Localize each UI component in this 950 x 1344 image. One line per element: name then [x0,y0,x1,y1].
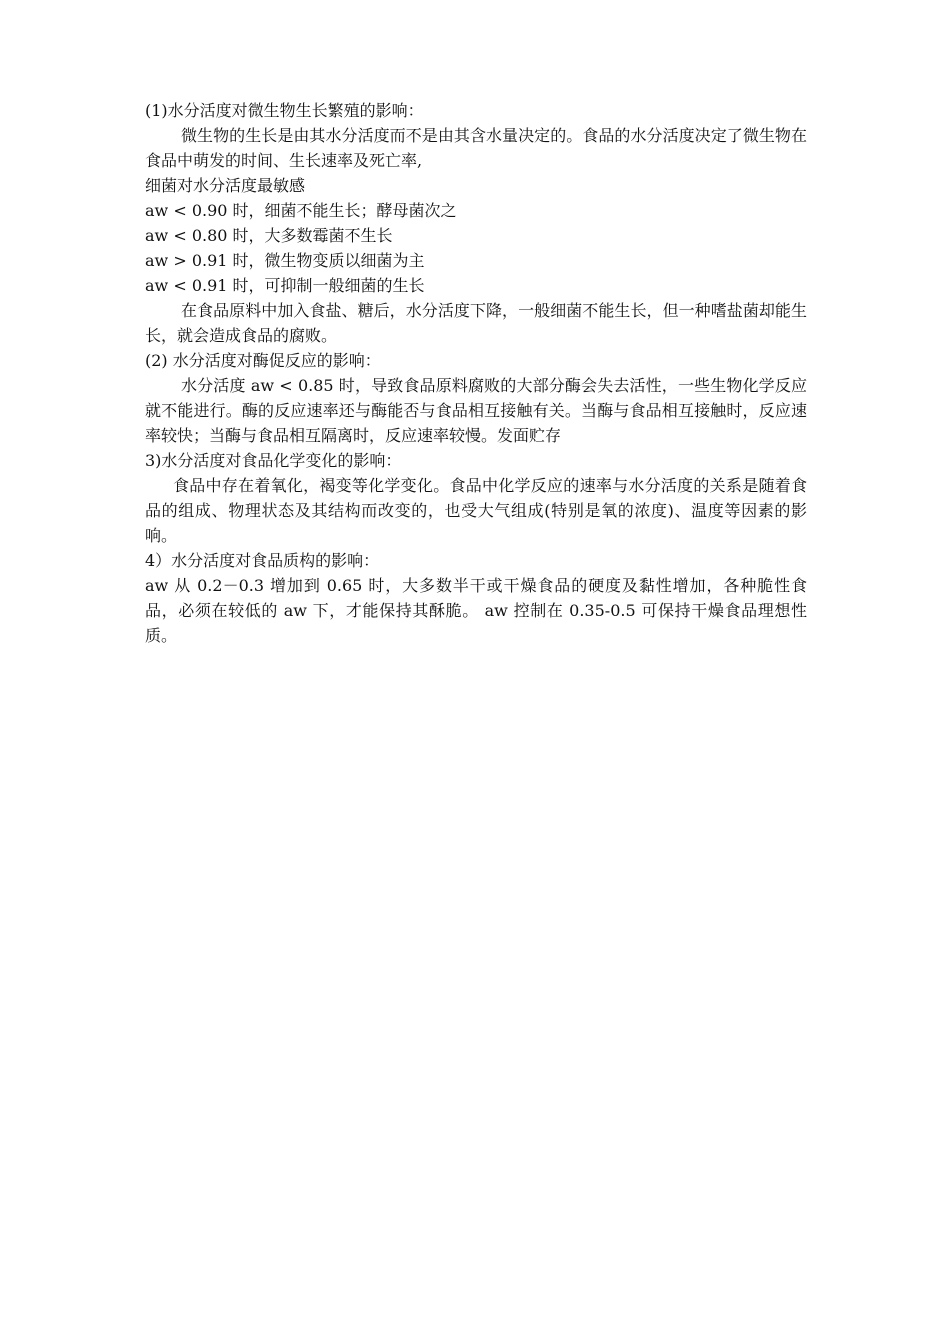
section-2-paragraph: 水分活度 aw < 0.85 时，导致食品原料腐败的大部分酶会失去活性，一些生物化学反应就不能进行。酶的反应速率还与酶能否与食品相互接触有关。当酶与食品相互接触时，反应速率较快；当酶与食品相互隔离时，反应速率较慢。发面贮存 [145,376,807,445]
section-3-paragraph: 食品中存在着氧化，褐变等化学变化。食品中化学反应的速率与水分活度的关系是随着食品的组成、物理状态及其结构而改变的，也受大气组成(特别是氧的浓度)、温度等因素的影响。 [145,476,807,545]
document-body [145,98,807,648]
section-2-heading: (2) 水分活度对酶促反应的影响： [145,351,381,370]
aw-rule-line: aw < 0.91 时，可抑制一般细菌的生长 [145,276,425,295]
section-1-paragraph-2: 在食品原料中加入食盐、糖后，水分活度下降，一般细菌不能生长，但一种嗜盐菌却能生长，就会造成食品的腐败。 [145,301,807,345]
section-3-heading: 3)水分活度对食品化学变化的影响： [145,451,402,470]
section-1-paragraph: 微生物的生长是由其水分活度而不是由其含水量决定的。食品的水分活度决定了微生物在食品中萌发的时间、生长速率及死亡率, [145,126,807,170]
section-4-heading: 4）水分活度对食品质构的影响： [145,551,380,570]
section-4-paragraph: aw 从 0.2－0.3 增加到 0.65 时，大多数半干或干燥食品的硬度及黏性增加，各种脆性食品，必须在较低的 aw 下，才能保持其酥脆。 aw 控制在 0.35-0.5 可保持干燥食品理想性质。 [145,576,807,645]
aw-rule-line: aw < 0.90 时，细菌不能生长；酵母菌次之 [145,201,457,220]
aw-rule-line: aw > 0.91 时，微生物变质以细菌为主 [145,251,425,270]
aw-rule-line: aw < 0.80 时，大多数霉菌不生长 [145,226,393,245]
bacteria-sensitivity-line: 细菌对水分活度最敏感 [145,176,306,195]
section-1-heading: (1)水分活度对微生物生长繁殖的影响： [145,101,424,120]
